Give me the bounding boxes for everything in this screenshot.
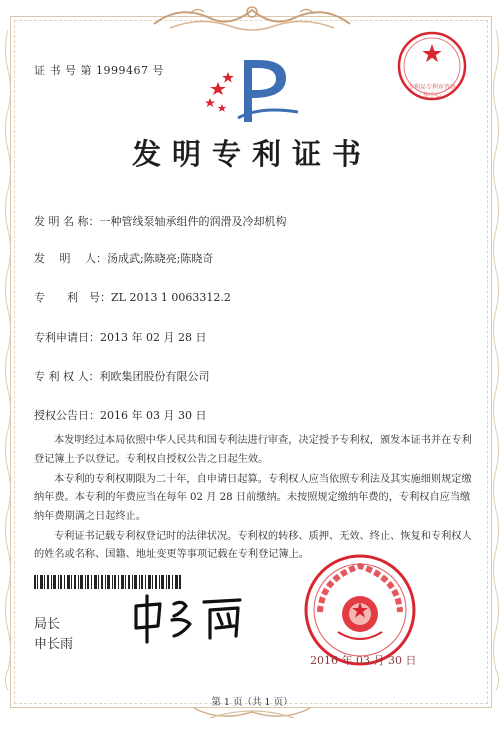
field-patent-number bbox=[34, 289, 231, 305]
seal-date: 2016 年 03 月 30 日 bbox=[310, 654, 417, 667]
field-grant-date bbox=[34, 407, 206, 423]
patent-office-logo-icon bbox=[200, 52, 304, 128]
national-seal-icon bbox=[302, 552, 418, 668]
field-value: 2013 年 02 月 28 日 bbox=[100, 331, 207, 344]
field-value: ZL 2013 1 0063312.2 bbox=[111, 291, 231, 304]
top-ornament-icon bbox=[150, 0, 354, 34]
field-label: 专 利 权 人： bbox=[34, 370, 100, 383]
seal-top-text: 专利局专利审查协作中心 bbox=[408, 84, 457, 99]
certificate-body bbox=[34, 432, 474, 566]
body-paragraph: 专利证书记载专利权登记时的法律状况。专利权的转移、质押、无效、终止、恢复和专利权人的姓名或名称、国籍、地址变更等事项记载在专利登记簿上。 bbox=[34, 530, 472, 560]
certificate-number: 证 书 号 第 1999467 号 bbox=[34, 64, 164, 77]
body-paragraph: 本专利的专利权期限为二十年，自申请日起算。专利权人应当依照专利法及其实施细则规定缴纳年费。本专利的年费应当在每年 02 月 28 日前缴纳。未按照规定缴纳年费的，专利权自应当缴纳年费期满之日起终止。 bbox=[34, 473, 472, 522]
field-invention-name bbox=[34, 213, 287, 229]
page-number: 第 1 页（共 1 页） bbox=[211, 697, 293, 708]
director-name: 申长雨 bbox=[34, 637, 74, 652]
left-side-ornament-icon bbox=[3, 30, 13, 690]
field-label: 专 利 号： bbox=[34, 291, 111, 304]
director-title: 局长 bbox=[34, 617, 61, 632]
field-value: 利欧集团股份有限公司 bbox=[99, 370, 210, 383]
barcode-icon bbox=[34, 575, 182, 589]
field-label: 发 明 名 称： bbox=[34, 215, 100, 228]
body-paragraph: 本发明经过本局依照中华人民共和国专利法进行审查，决定授予专利权，颁发本证书并在专利登记簿上予以登记。专利权自授权公告之日起生效。 bbox=[34, 435, 472, 465]
field-label: 发 明 人： bbox=[34, 252, 107, 265]
field-value: 一种管线泵轴承组件的润滑及冷却机构 bbox=[99, 215, 287, 228]
director-signature-icon bbox=[130, 592, 250, 648]
field-patentee bbox=[34, 368, 210, 384]
field-filing-date bbox=[34, 329, 206, 345]
field-label: 授权公告日： bbox=[34, 409, 100, 422]
field-inventors bbox=[34, 250, 213, 266]
page-title: 发明专利证书 bbox=[131, 137, 372, 171]
right-side-ornament-icon bbox=[491, 30, 501, 690]
field-value: 汤成武;陈晓亮;陈晓奇 bbox=[107, 252, 214, 265]
field-label: 专利申请日： bbox=[34, 331, 100, 344]
field-value: 2016 年 03 月 30 日 bbox=[100, 409, 207, 422]
